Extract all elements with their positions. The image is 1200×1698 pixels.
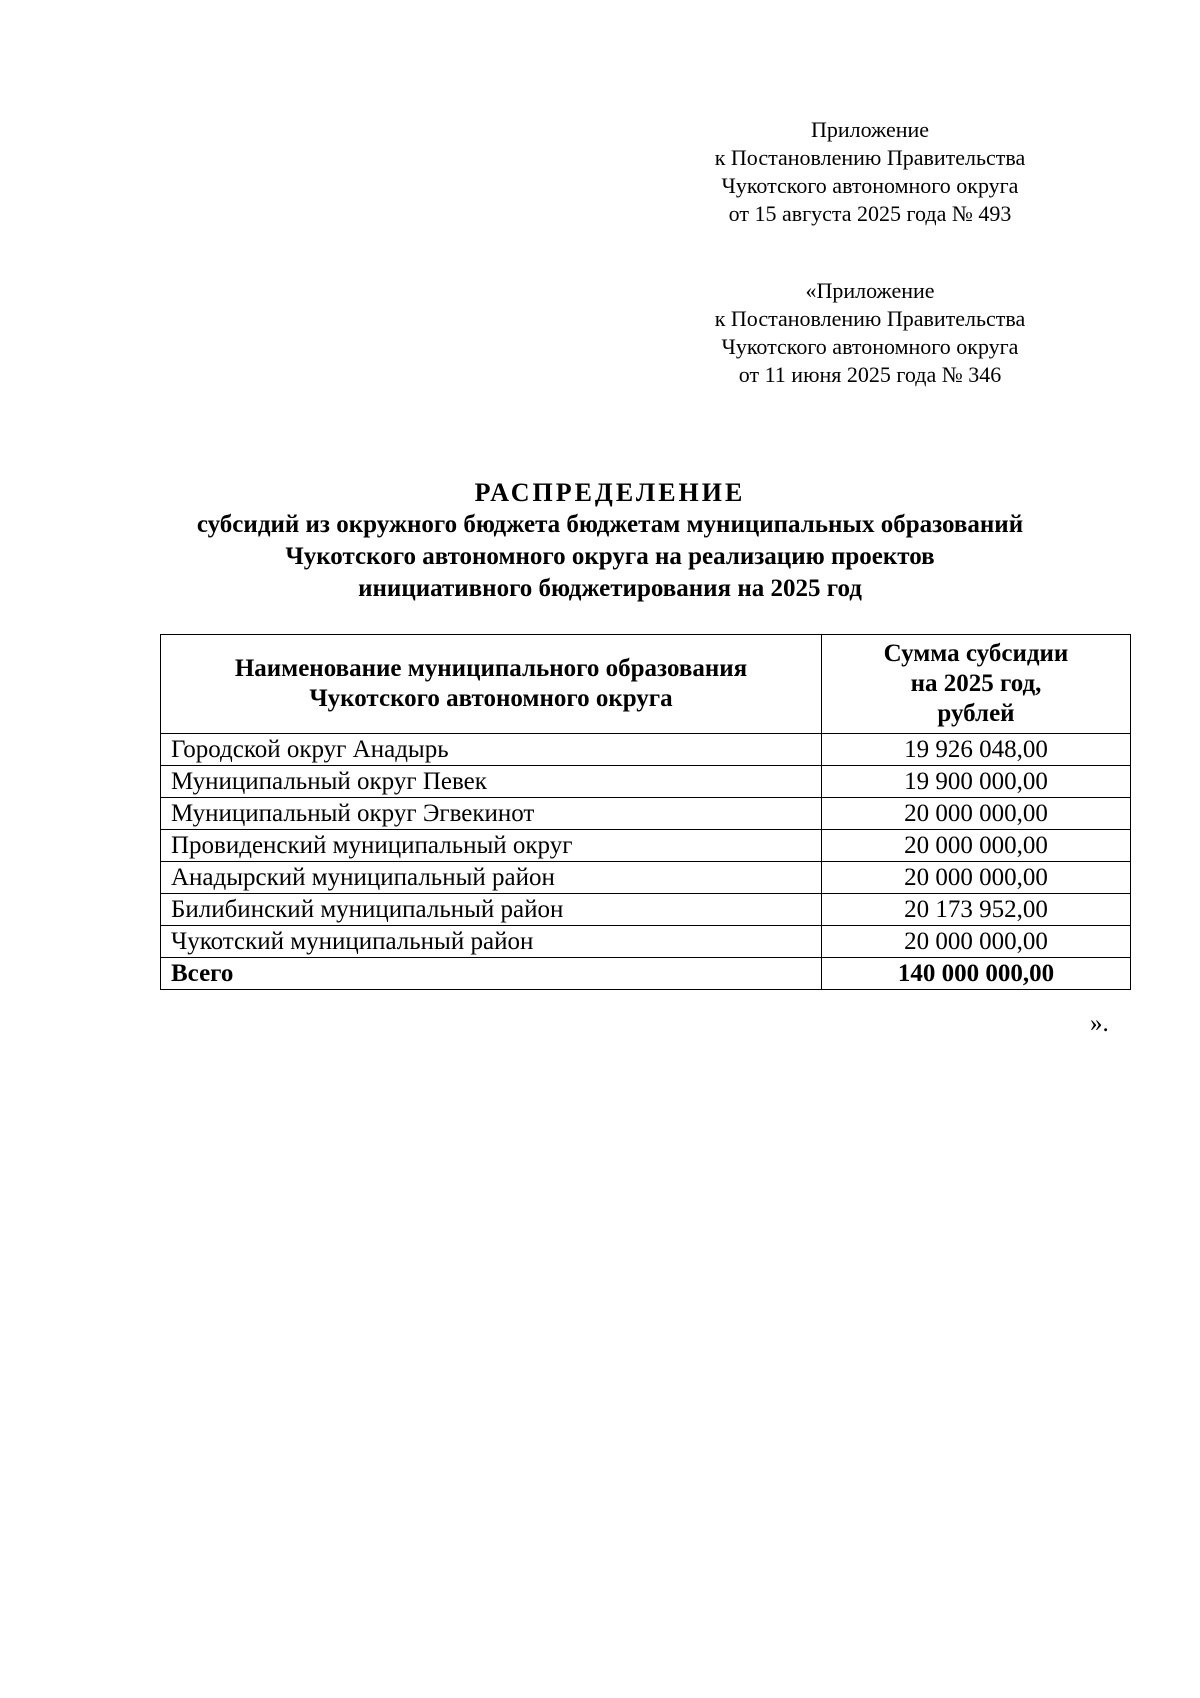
appendix-line: от 15 августа 2025 года № 493: [728, 201, 1012, 226]
title-sub-line: инициативного бюджетирования на 2025 год: [358, 575, 862, 602]
document-title: [120, 477, 1100, 605]
appendix-line: «Приложение: [805, 278, 935, 303]
table-header-row: [161, 635, 1131, 734]
row-amount: 20 000 000,00: [822, 926, 1131, 958]
header-amount-line: рублей: [937, 700, 1015, 727]
header-amount: [822, 635, 1131, 734]
appendix-line: Чукотского автономного округа: [721, 334, 1019, 359]
header-name-line: Наименование муниципального образования: [234, 655, 748, 682]
row-amount: 19 926 048,00: [822, 734, 1131, 766]
table-row: [161, 766, 1131, 798]
table-row: [161, 798, 1131, 830]
total-amount: 140 000 000,00: [822, 958, 1131, 990]
table-row: [161, 830, 1131, 862]
row-amount: 20 000 000,00: [822, 798, 1131, 830]
header-amount-line: на 2025 год,: [910, 670, 1042, 697]
row-name: Чукотский муниципальный район: [161, 926, 822, 958]
appendix-line: от 11 июня 2025 года № 346: [738, 362, 1002, 387]
header-name-line: Чукотского автономного округа: [309, 685, 673, 712]
row-amount: 19 900 000,00: [822, 766, 1131, 798]
appendix-line: Приложение: [810, 117, 930, 142]
table-row: [161, 734, 1131, 766]
table-row: [161, 894, 1131, 926]
row-name: Муниципальный округ Певек: [161, 766, 822, 798]
appendix-line: Чукотского автономного округа: [721, 173, 1019, 198]
appendix-original-header: [640, 277, 1100, 389]
row-name: Городской округ Анадырь: [161, 734, 822, 766]
table-total-row: [161, 958, 1131, 990]
row-amount: 20 173 952,00: [822, 894, 1131, 926]
title-sub-line: Чукотского автономного округа на реализацию проектов: [285, 543, 935, 570]
row-name: Билибинский муниципальный район: [161, 894, 822, 926]
row-name: Анадырский муниципальный район: [161, 862, 822, 894]
title-main: РАСПРЕДЕЛЕНИЕ: [474, 478, 746, 507]
row-amount: 20 000 000,00: [822, 830, 1131, 862]
subsidy-table: [160, 634, 1131, 990]
title-sub-line: субсидий из окружного бюджета бюджетам муниципальных образований: [196, 511, 1024, 538]
row-name: Муниципальный округ Эгвекинот: [161, 798, 822, 830]
header-name: [161, 635, 822, 734]
row-name: Провиденский муниципальный округ: [161, 830, 822, 862]
table-row: [161, 862, 1131, 894]
row-amount: 20 000 000,00: [822, 862, 1131, 894]
total-label: Всего: [161, 958, 822, 990]
table-row: [161, 926, 1131, 958]
appendix-line: к Постановлению Правительства: [714, 145, 1026, 170]
header-amount-line: Сумма субсидии: [883, 640, 1069, 667]
appendix-current-header: [640, 116, 1100, 228]
closing-quote-mark: ».: [1090, 1010, 1109, 1037]
appendix-line: к Постановлению Правительства: [714, 306, 1026, 331]
